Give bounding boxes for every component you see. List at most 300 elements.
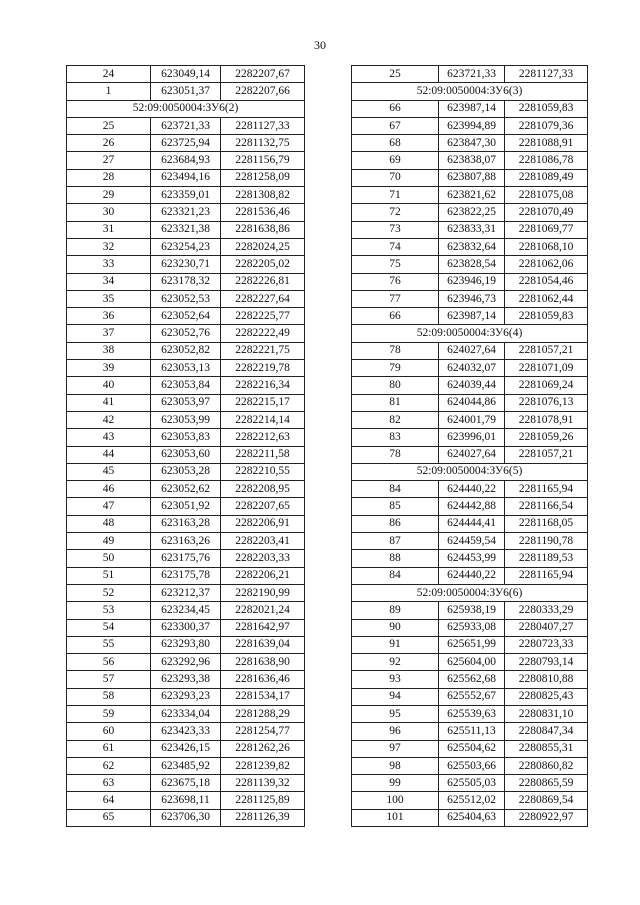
table-row <box>67 636 305 653</box>
x-coordinate-cell: 623175,78 <box>151 567 221 584</box>
x-coordinate-cell: 623254,23 <box>151 238 221 255</box>
x-coordinate-cell: 624453,99 <box>439 550 505 567</box>
table-row <box>352 705 588 722</box>
table-row <box>67 775 305 792</box>
x-coordinate-cell: 623049,14 <box>151 66 221 83</box>
section-header-row <box>352 584 588 601</box>
y-coordinate-cell: 2281642,97 <box>221 619 305 636</box>
y-coordinate-cell: 2281076,13 <box>505 394 588 411</box>
x-coordinate-cell: 625503,66 <box>439 757 505 774</box>
x-coordinate-cell: 623684,93 <box>151 152 221 169</box>
table-row <box>67 809 305 826</box>
point-number-cell: 60 <box>67 723 151 740</box>
y-coordinate-cell: 2281132,75 <box>221 135 305 152</box>
table-row <box>67 446 305 463</box>
table-row <box>67 533 305 550</box>
point-number-cell: 80 <box>352 377 439 394</box>
point-number-cell: 50 <box>67 550 151 567</box>
x-coordinate-cell: 624442,88 <box>439 498 505 515</box>
table-row <box>67 584 305 601</box>
point-number-cell: 97 <box>352 740 439 757</box>
parcel-id-cell: 52:09:0050004:ЗУ6(3) <box>352 83 588 100</box>
table-row <box>352 342 588 359</box>
point-number-cell: 86 <box>352 515 439 532</box>
x-coordinate-cell: 624039,44 <box>439 377 505 394</box>
point-number-cell: 36 <box>67 308 151 325</box>
y-coordinate-cell: 2280793,14 <box>505 654 588 671</box>
y-coordinate-cell: 2282216,34 <box>221 377 305 394</box>
x-coordinate-cell: 623051,92 <box>151 498 221 515</box>
table-row <box>352 481 588 498</box>
table-row <box>67 394 305 411</box>
point-number-cell: 87 <box>352 533 439 550</box>
x-coordinate-cell: 623052,62 <box>151 481 221 498</box>
y-coordinate-cell: 2282226,81 <box>221 273 305 290</box>
point-number-cell: 64 <box>67 792 151 809</box>
point-number-cell: 38 <box>67 342 151 359</box>
point-number-cell: 67 <box>352 117 439 134</box>
x-coordinate-cell: 623485,92 <box>151 757 221 774</box>
table-row <box>352 792 588 809</box>
point-number-cell: 99 <box>352 775 439 792</box>
table-row <box>67 723 305 740</box>
point-number-cell: 73 <box>352 221 439 238</box>
table-row <box>67 740 305 757</box>
x-coordinate-cell: 623300,37 <box>151 619 221 636</box>
table-row <box>67 654 305 671</box>
table-row <box>352 671 588 688</box>
table-row <box>352 723 588 740</box>
y-coordinate-cell: 2281059,83 <box>505 308 588 325</box>
x-coordinate-cell: 625651,99 <box>439 636 505 653</box>
point-number-cell: 74 <box>352 238 439 255</box>
x-coordinate-cell: 623053,97 <box>151 394 221 411</box>
y-coordinate-cell: 2281156,79 <box>221 152 305 169</box>
x-coordinate-cell: 623946,73 <box>439 290 505 307</box>
table-row <box>67 377 305 394</box>
x-coordinate-cell: 623163,28 <box>151 515 221 532</box>
point-number-cell: 44 <box>67 446 151 463</box>
y-coordinate-cell: 2281288,29 <box>221 705 305 722</box>
y-coordinate-cell: 2281070,49 <box>505 204 588 221</box>
table-row <box>352 446 588 463</box>
point-number-cell: 62 <box>67 757 151 774</box>
x-coordinate-cell: 623163,26 <box>151 533 221 550</box>
x-coordinate-cell: 623051,37 <box>151 83 221 100</box>
y-coordinate-cell: 2281071,09 <box>505 360 588 377</box>
point-number-cell: 39 <box>67 360 151 377</box>
point-number-cell: 95 <box>352 705 439 722</box>
point-number-cell: 32 <box>67 238 151 255</box>
table-row <box>67 550 305 567</box>
point-number-cell: 46 <box>67 481 151 498</box>
x-coordinate-cell: 623725,94 <box>151 135 221 152</box>
y-coordinate-cell: 2281059,83 <box>505 100 588 117</box>
table-row <box>67 204 305 221</box>
y-coordinate-cell: 2281258,09 <box>221 169 305 186</box>
y-coordinate-cell: 2281086,78 <box>505 152 588 169</box>
point-number-cell: 51 <box>67 567 151 584</box>
point-number-cell: 25 <box>67 117 151 134</box>
x-coordinate-cell: 624459,54 <box>439 533 505 550</box>
point-number-cell: 54 <box>67 619 151 636</box>
y-coordinate-cell: 2281190,78 <box>505 533 588 550</box>
y-coordinate-cell: 2281239,82 <box>221 757 305 774</box>
x-coordinate-cell: 625404,63 <box>439 809 505 826</box>
y-coordinate-cell: 2281069,77 <box>505 221 588 238</box>
x-coordinate-cell: 623821,62 <box>439 187 505 204</box>
x-coordinate-cell: 623423,33 <box>151 723 221 740</box>
point-number-cell: 100 <box>352 792 439 809</box>
y-coordinate-cell: 2281165,94 <box>505 567 588 584</box>
point-number-cell: 27 <box>67 152 151 169</box>
table-row <box>67 290 305 307</box>
point-number-cell: 90 <box>352 619 439 636</box>
table-row <box>352 394 588 411</box>
x-coordinate-cell: 623359,01 <box>151 187 221 204</box>
point-number-cell: 98 <box>352 757 439 774</box>
x-coordinate-cell: 623230,71 <box>151 256 221 273</box>
table-row <box>352 273 588 290</box>
x-coordinate-cell: 624440,22 <box>439 567 505 584</box>
table-row <box>67 360 305 377</box>
parcel-id-cell: 52:09:0050004:ЗУ6(6) <box>352 584 588 601</box>
coordinates-table-left <box>66 65 305 827</box>
y-coordinate-cell: 2280333,29 <box>505 602 588 619</box>
point-number-cell: 1 <box>67 83 151 100</box>
table-row <box>67 411 305 428</box>
table-row <box>352 498 588 515</box>
x-coordinate-cell: 623987,14 <box>439 308 505 325</box>
y-coordinate-cell: 2281054,46 <box>505 273 588 290</box>
table-row <box>352 567 588 584</box>
table-row <box>352 757 588 774</box>
y-coordinate-cell: 2282207,67 <box>221 66 305 83</box>
point-number-cell: 30 <box>67 204 151 221</box>
table-row <box>67 256 305 273</box>
y-coordinate-cell: 2282207,66 <box>221 83 305 100</box>
y-coordinate-cell: 2280865,59 <box>505 775 588 792</box>
y-coordinate-cell: 2280723,33 <box>505 636 588 653</box>
table-row <box>67 117 305 134</box>
point-number-cell: 66 <box>352 308 439 325</box>
x-coordinate-cell: 623675,18 <box>151 775 221 792</box>
table-row <box>352 135 588 152</box>
point-number-cell: 63 <box>67 775 151 792</box>
x-coordinate-cell: 623832,64 <box>439 238 505 255</box>
y-coordinate-cell: 2280860,82 <box>505 757 588 774</box>
table-row <box>67 792 305 809</box>
table-row <box>352 360 588 377</box>
y-coordinate-cell: 2281127,33 <box>505 66 588 83</box>
coordinates-table-right <box>351 65 588 827</box>
x-coordinate-cell: 623053,13 <box>151 360 221 377</box>
x-coordinate-cell: 624032,07 <box>439 360 505 377</box>
point-number-cell: 48 <box>67 515 151 532</box>
table-row <box>352 187 588 204</box>
y-coordinate-cell: 2281062,44 <box>505 290 588 307</box>
y-coordinate-cell: 2282190,99 <box>221 584 305 601</box>
page-number: 30 <box>314 38 326 52</box>
point-number-cell: 31 <box>67 221 151 238</box>
y-coordinate-cell: 2282212,63 <box>221 429 305 446</box>
point-number-cell: 24 <box>67 66 151 83</box>
table-row <box>67 238 305 255</box>
point-number-cell: 84 <box>352 481 439 498</box>
point-number-cell: 55 <box>67 636 151 653</box>
table-row <box>352 221 588 238</box>
y-coordinate-cell: 2280407,27 <box>505 619 588 636</box>
y-coordinate-cell: 2281534,17 <box>221 688 305 705</box>
y-coordinate-cell: 2281126,39 <box>221 809 305 826</box>
y-coordinate-cell: 2280847,34 <box>505 723 588 740</box>
table-row <box>67 463 305 480</box>
table-row <box>352 411 588 428</box>
table-row <box>352 66 588 83</box>
point-number-cell: 88 <box>352 550 439 567</box>
x-coordinate-cell: 624027,64 <box>439 342 505 359</box>
y-coordinate-cell: 2281069,24 <box>505 377 588 394</box>
y-coordinate-cell: 2280810,88 <box>505 671 588 688</box>
parcel-id-cell: 52:09:0050004:ЗУ6(2) <box>67 100 305 117</box>
y-coordinate-cell: 2280869,54 <box>505 792 588 809</box>
point-number-cell: 40 <box>67 377 151 394</box>
y-coordinate-cell: 2281165,94 <box>505 481 588 498</box>
y-coordinate-cell: 2282203,33 <box>221 550 305 567</box>
table-row <box>67 619 305 636</box>
point-number-cell: 77 <box>352 290 439 307</box>
point-number-cell: 45 <box>67 463 151 480</box>
y-coordinate-cell: 2282222,49 <box>221 325 305 342</box>
table-row <box>352 654 588 671</box>
point-number-cell: 69 <box>352 152 439 169</box>
x-coordinate-cell: 624001,79 <box>439 411 505 428</box>
x-coordinate-cell: 623293,80 <box>151 636 221 653</box>
x-coordinate-cell: 624044,86 <box>439 394 505 411</box>
point-number-cell: 43 <box>67 429 151 446</box>
point-number-cell: 70 <box>352 169 439 186</box>
x-coordinate-cell: 625552,67 <box>439 688 505 705</box>
point-number-cell: 89 <box>352 602 439 619</box>
table-row <box>352 117 588 134</box>
y-coordinate-cell: 2282206,91 <box>221 515 305 532</box>
x-coordinate-cell: 624444,41 <box>439 515 505 532</box>
x-coordinate-cell: 623293,23 <box>151 688 221 705</box>
point-number-cell: 42 <box>67 411 151 428</box>
table-row <box>352 809 588 826</box>
y-coordinate-cell: 2281636,46 <box>221 671 305 688</box>
table-row <box>352 740 588 757</box>
x-coordinate-cell: 623847,30 <box>439 135 505 152</box>
x-coordinate-cell: 623321,38 <box>151 221 221 238</box>
y-coordinate-cell: 2282215,17 <box>221 394 305 411</box>
y-coordinate-cell: 2281089,49 <box>505 169 588 186</box>
y-coordinate-cell: 2281075,08 <box>505 187 588 204</box>
x-coordinate-cell: 623212,37 <box>151 584 221 601</box>
x-coordinate-cell: 624440,22 <box>439 481 505 498</box>
point-number-cell: 78 <box>352 342 439 359</box>
y-coordinate-cell: 2282221,75 <box>221 342 305 359</box>
table-row <box>352 256 588 273</box>
point-number-cell: 82 <box>352 411 439 428</box>
y-coordinate-cell: 2281088,91 <box>505 135 588 152</box>
x-coordinate-cell: 623053,28 <box>151 463 221 480</box>
x-coordinate-cell: 623838,07 <box>439 152 505 169</box>
y-coordinate-cell: 2281308,82 <box>221 187 305 204</box>
table-row <box>67 308 305 325</box>
x-coordinate-cell: 623293,38 <box>151 671 221 688</box>
point-number-cell: 33 <box>67 256 151 273</box>
point-number-cell: 93 <box>352 671 439 688</box>
x-coordinate-cell: 623334,04 <box>151 705 221 722</box>
x-coordinate-cell: 623706,30 <box>151 809 221 826</box>
table-row <box>352 550 588 567</box>
point-number-cell: 57 <box>67 671 151 688</box>
point-number-cell: 71 <box>352 187 439 204</box>
point-number-cell: 58 <box>67 688 151 705</box>
x-coordinate-cell: 623426,15 <box>151 740 221 757</box>
table-row <box>352 308 588 325</box>
y-coordinate-cell: 2282210,55 <box>221 463 305 480</box>
point-number-cell: 91 <box>352 636 439 653</box>
point-number-cell: 65 <box>67 809 151 826</box>
x-coordinate-cell: 623698,11 <box>151 792 221 809</box>
table-row <box>67 187 305 204</box>
x-coordinate-cell: 625933,08 <box>439 619 505 636</box>
point-number-cell: 52 <box>67 584 151 601</box>
y-coordinate-cell: 2281262,26 <box>221 740 305 757</box>
x-coordinate-cell: 623052,82 <box>151 342 221 359</box>
table-row <box>352 688 588 705</box>
table-row <box>67 342 305 359</box>
y-coordinate-cell: 2281079,36 <box>505 117 588 134</box>
x-coordinate-cell: 623721,33 <box>439 66 505 83</box>
point-number-cell: 68 <box>352 135 439 152</box>
x-coordinate-cell: 625512,02 <box>439 792 505 809</box>
point-number-cell: 47 <box>67 498 151 515</box>
point-number-cell: 78 <box>352 446 439 463</box>
y-coordinate-cell: 2281127,33 <box>221 117 305 134</box>
table-row <box>67 273 305 290</box>
table-row <box>67 757 305 774</box>
table-row <box>67 602 305 619</box>
table-row <box>352 169 588 186</box>
x-coordinate-cell: 623053,99 <box>151 411 221 428</box>
y-coordinate-cell: 2281189,53 <box>505 550 588 567</box>
x-coordinate-cell: 625562,68 <box>439 671 505 688</box>
y-coordinate-cell: 2282225,77 <box>221 308 305 325</box>
x-coordinate-cell: 623822,25 <box>439 204 505 221</box>
y-coordinate-cell: 2281078,91 <box>505 411 588 428</box>
x-coordinate-cell: 625504,62 <box>439 740 505 757</box>
x-coordinate-cell: 623721,33 <box>151 117 221 134</box>
x-coordinate-cell: 623946,19 <box>439 273 505 290</box>
y-coordinate-cell: 2281638,90 <box>221 654 305 671</box>
x-coordinate-cell: 623234,45 <box>151 602 221 619</box>
parcel-id-cell: 52:09:0050004:ЗУ6(4) <box>352 325 588 342</box>
point-number-cell: 49 <box>67 533 151 550</box>
x-coordinate-cell: 625604,00 <box>439 654 505 671</box>
table-row <box>352 533 588 550</box>
x-coordinate-cell: 625505,03 <box>439 775 505 792</box>
x-coordinate-cell: 623996,01 <box>439 429 505 446</box>
point-number-cell: 72 <box>352 204 439 221</box>
x-coordinate-cell: 623053,83 <box>151 429 221 446</box>
point-number-cell: 59 <box>67 705 151 722</box>
y-coordinate-cell: 2281062,06 <box>505 256 588 273</box>
x-coordinate-cell: 623052,53 <box>151 290 221 307</box>
x-coordinate-cell: 623292,96 <box>151 654 221 671</box>
table-row <box>67 481 305 498</box>
x-coordinate-cell: 623052,64 <box>151 308 221 325</box>
point-number-cell: 29 <box>67 187 151 204</box>
y-coordinate-cell: 2282219,78 <box>221 360 305 377</box>
parcel-id-cell: 52:09:0050004:ЗУ6(5) <box>352 463 588 480</box>
point-number-cell: 84 <box>352 567 439 584</box>
table-row <box>67 221 305 238</box>
point-number-cell: 79 <box>352 360 439 377</box>
table-row <box>352 377 588 394</box>
point-number-cell: 94 <box>352 688 439 705</box>
x-coordinate-cell: 623833,31 <box>439 221 505 238</box>
x-coordinate-cell: 623321,23 <box>151 204 221 221</box>
y-coordinate-cell: 2281139,32 <box>221 775 305 792</box>
x-coordinate-cell: 623175,76 <box>151 550 221 567</box>
table-row <box>352 429 588 446</box>
x-coordinate-cell: 623494,16 <box>151 169 221 186</box>
table-row <box>352 775 588 792</box>
y-coordinate-cell: 2282208,95 <box>221 481 305 498</box>
table-row <box>67 152 305 169</box>
point-number-cell: 53 <box>67 602 151 619</box>
y-coordinate-cell: 2280825,43 <box>505 688 588 705</box>
table-row <box>352 515 588 532</box>
table-row <box>67 515 305 532</box>
x-coordinate-cell: 623178,32 <box>151 273 221 290</box>
y-coordinate-cell: 2280831,10 <box>505 705 588 722</box>
y-coordinate-cell: 2282024,25 <box>221 238 305 255</box>
point-number-cell: 56 <box>67 654 151 671</box>
y-coordinate-cell: 2282214,14 <box>221 411 305 428</box>
table-row <box>67 66 305 83</box>
table-row <box>352 290 588 307</box>
y-coordinate-cell: 2281254,77 <box>221 723 305 740</box>
table-row <box>67 83 305 100</box>
section-header-row <box>352 463 588 480</box>
table-row <box>67 705 305 722</box>
x-coordinate-cell: 623987,14 <box>439 100 505 117</box>
table-row <box>352 602 588 619</box>
y-coordinate-cell: 2281057,21 <box>505 446 588 463</box>
y-coordinate-cell: 2281536,46 <box>221 204 305 221</box>
point-number-cell: 28 <box>67 169 151 186</box>
table-row <box>352 238 588 255</box>
section-header-row <box>352 83 588 100</box>
table-row <box>67 169 305 186</box>
point-number-cell: 25 <box>352 66 439 83</box>
point-number-cell: 85 <box>352 498 439 515</box>
table-row <box>67 325 305 342</box>
y-coordinate-cell: 2281168,05 <box>505 515 588 532</box>
table-row <box>352 636 588 653</box>
point-number-cell: 92 <box>352 654 439 671</box>
y-coordinate-cell: 2281059,26 <box>505 429 588 446</box>
table-row <box>67 567 305 584</box>
x-coordinate-cell: 623053,84 <box>151 377 221 394</box>
x-coordinate-cell: 623807,88 <box>439 169 505 186</box>
point-number-cell: 26 <box>67 135 151 152</box>
table-row <box>67 135 305 152</box>
